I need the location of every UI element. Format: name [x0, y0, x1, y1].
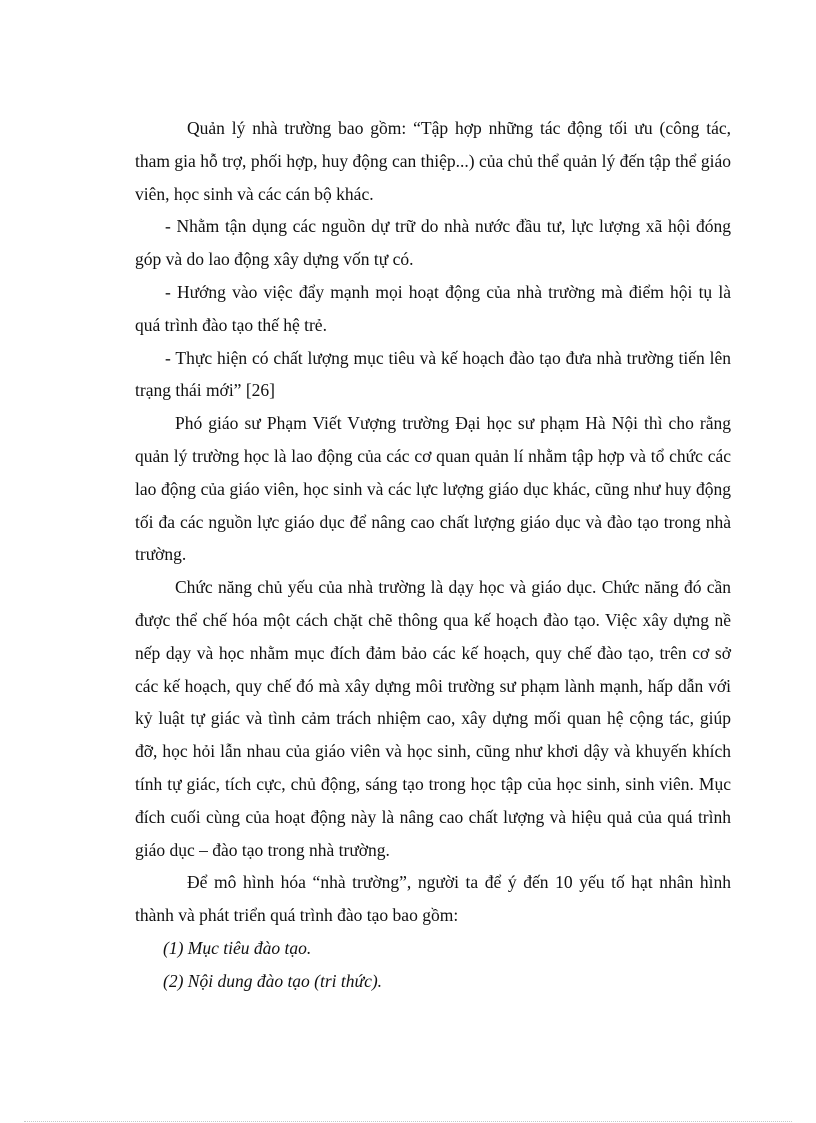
list-item: (1) Mục tiêu đào tạo. — [163, 937, 312, 958]
bullet-paragraph: - Hướng vào việc đẩy mạnh mọi hoạt động của nhà trường mà điểm hội tụ là quá trình đào tạo thế hệ trẻ. — [135, 281, 731, 335]
body-text — [135, 112, 731, 998]
paragraph-functions: Chức năng chủ yếu của nhà trường là dạy học và giáo dục. Chức năng đó cần được thể chế hóa một cách chặt chẽ thông qua kế hoạch đào tạo. Việc xây dựng nề nếp dạy và học nhằm mục đích đảm bảo các kế hoạch, quy chế đào tạo, trên cơ sở các kế hoạch, quy chế đó mà xây dựng môi trường sư phạm lành mạnh, hấp dẫn với kỷ luật tự giác và tình cảm trách nhiệm cao, xây dựng mối quan hệ cộng tác, giúp đỡ, học hỏi lẫn nhau của giáo viên và học sinh, cũng như khơi dậy và khuyến khích tính tự giác, tích cực, chủ động, sáng tạo trong học tập của học sinh, sinh viên. Mục đích cuối cùng của hoạt động này là nâng cao chất lượng và hiệu quả của quá trình giáo dục – đào tạo trong nhà trường. — [135, 577, 731, 860]
bullet-paragraph: - Thực hiện có chất lượng mục tiêu và kế hoạch đào tạo đưa nhà trường tiến lên trạng thái mới” [26] — [135, 347, 731, 401]
paragraph-model-intro: Để mô hình hóa “nhà trường”, người ta để ý đến 10 yếu tố hạt nhân hình thành và phát triển quá trình đào tạo bao gồm: — [135, 872, 731, 926]
page-bottom-border — [24, 1121, 792, 1122]
list-item: (2) Nội dung đào tạo (tri thức). — [163, 970, 383, 991]
bullet-paragraph: - Nhằm tận dụng các nguồn dự trữ do nhà nước đầu tư, lực lượng xã hội đóng góp và do lao động xây dựng vốn tự có. — [135, 216, 731, 270]
paragraph-definition: Quản lý nhà trường bao gồm: “Tập hợp những tác động tối ưu (công tác, tham gia hỗ trợ, phối hợp, huy động can thiệp...) của chủ thể quản lý đến tập thể giáo viên, học sinh và các cán bộ khác. — [135, 118, 731, 204]
paragraph-quote-pham-viet-vuong: Phó giáo sư Phạm Viết Vượng trường Đại học sư phạm Hà Nội thì cho rằng quản lý trường học là lao động của các cơ quan quản lí nhằm tập hợp và tổ chức các lao động của giáo viên, học sinh và các lực lượng giáo dục khác, cũng như huy động tối đa các nguồn lực giáo dục để nâng cao chất lượng giáo dục và đào tạo trong nhà trường. — [135, 413, 731, 565]
